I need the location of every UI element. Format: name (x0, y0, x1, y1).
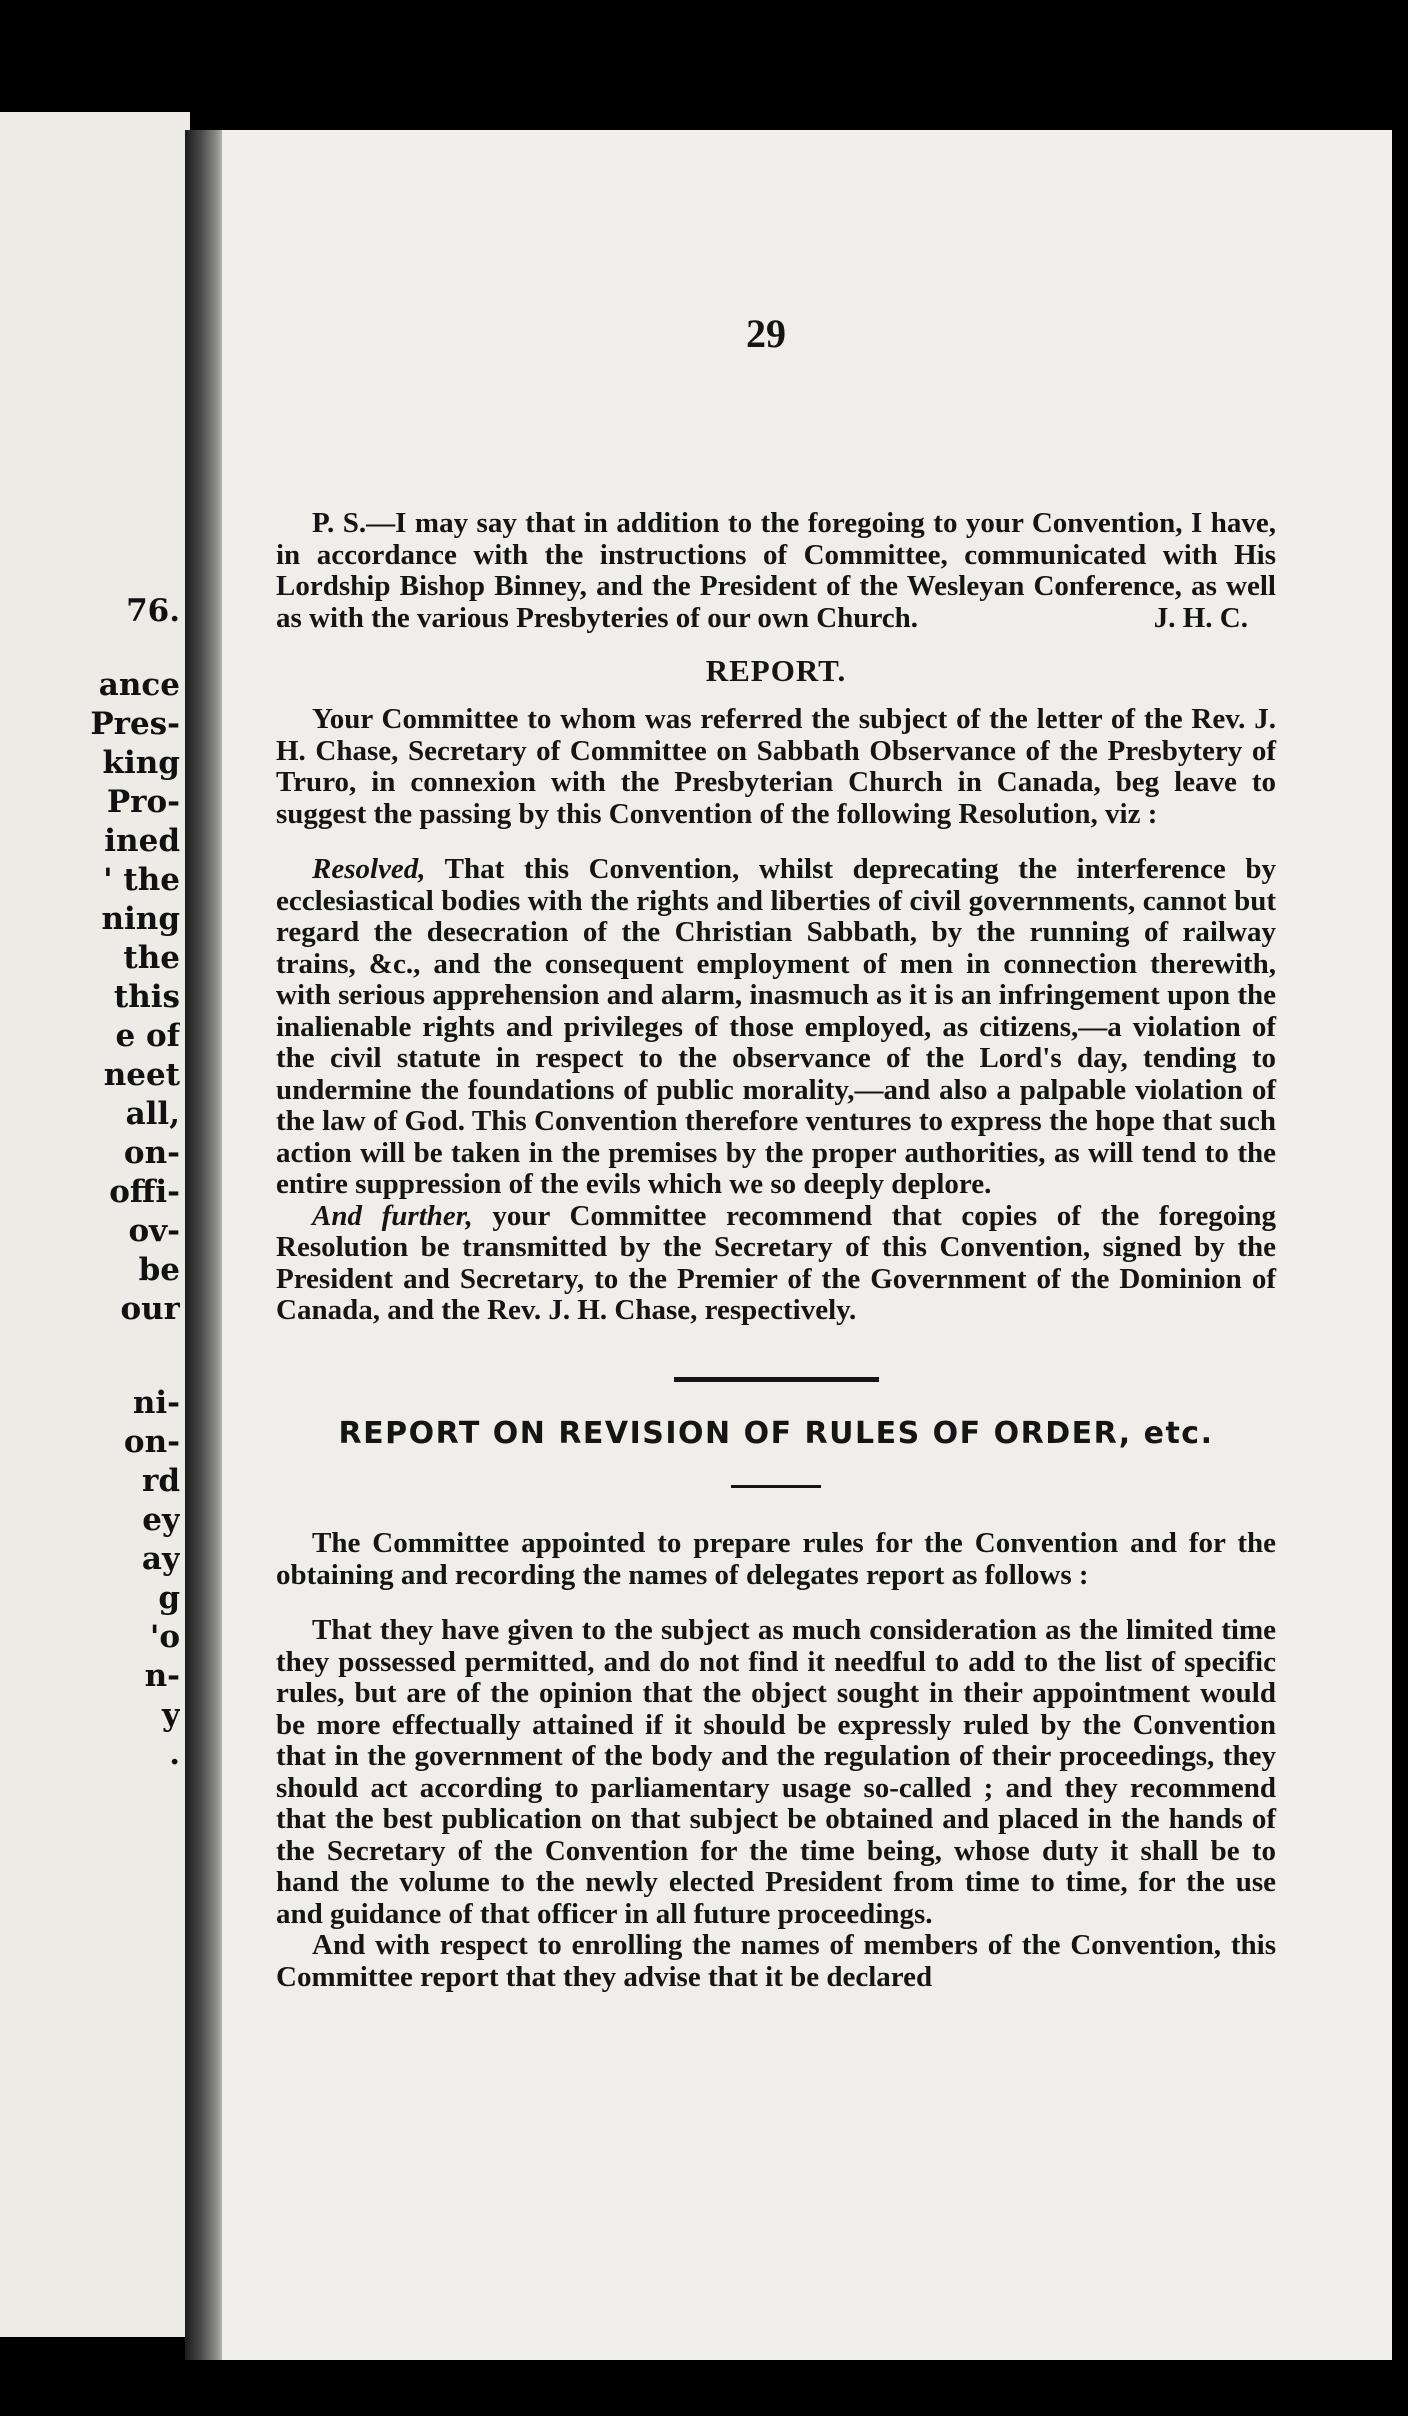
section-divider (674, 1377, 879, 1382)
facing-page-fragment: . (169, 1736, 180, 1772)
facing-page-fragment: 76. (126, 593, 180, 629)
facing-page-text (5, 592, 180, 1774)
facing-page (0, 112, 190, 2337)
facing-page-fragment: the (123, 940, 180, 976)
facing-page-fragment: offi- (109, 1174, 180, 1210)
facing-page-fragment: neet (103, 1057, 180, 1093)
facing-page-fragment: ay (141, 1541, 180, 1577)
resolution-text: That this Convention, whilst deprecating the interference by ecclesiastical bodies with the rights and liberties of civil governments, cannot but regard the desecration of the Christian Sabbath, by the running of railway trains, &c., and the consequent employment of men in connection therewith, with serious apprehension and alarm, inasmuch as it is an infringement upon the inalienable rights and privileges of those employed, as citizens,—a violation of the civil statute in respect to the observance of the Lord's day, tending to undermine the foundations of public morality,—and also a palpable violation of the law of God. This Convention therefore ventures to express the hope that such action will be taken in the premises by the proper authorities, as will tend to the entire suppression of the evils which we so deeply deplore. (276, 853, 1276, 1200)
facing-page-fragment: rd (141, 1463, 180, 1499)
further-text: your Committee recommend that copies of the foregoing Resolution be transmitted by the Secretary of this Convention, signed by the President and Secretary, to the Premier of the Government of the Dominion of Canada, and the Rev. J. H. Chase, respectively. (276, 1199, 1276, 1326)
facing-page-fragment: ning (101, 901, 180, 937)
facing-page-fragment: e of (115, 1018, 180, 1054)
book-gutter (185, 130, 225, 2360)
report-intro-paragraph: Your Committee to whom was referred the subject of the letter of the Rev. J. H. Chase, Secretary of Committee on Sabbath Observance of the Presbytery of Truro, in connexion with the Presbyterian Church in Canada, beg leave to suggest the passing by this Convention of the following Resolution, viz : (276, 703, 1276, 830)
scan-border (0, 2360, 1408, 2416)
further-lead: And further, (312, 1199, 473, 1232)
facing-page-fragment: our (120, 1291, 180, 1327)
facing-page-fragment: be (138, 1252, 180, 1288)
rules-paragraph-3: And with respect to enrolling the names of members of the Convention, this Committee report that they advise that it be declared (276, 1929, 1276, 1993)
page-body (276, 300, 1276, 1993)
facing-page-fragment: ' the (103, 862, 180, 898)
facing-page-fragment: ined (104, 823, 180, 859)
resolved-lead: Resolved, (312, 853, 426, 885)
heading-rule (731, 1485, 821, 1488)
facing-page-fragment: king (102, 745, 180, 781)
facing-page-fragment: ance (98, 667, 180, 703)
facing-page-fragment: n- (144, 1658, 180, 1694)
facing-page-fragment: g (158, 1580, 180, 1616)
facing-page-fragment: Pres- (90, 706, 180, 742)
facing-page-fragment: ov- (128, 1213, 180, 1249)
facing-page-fragment: all, (125, 1096, 180, 1132)
facing-page-fragment: this (113, 979, 180, 1015)
postscript-signature: J. H. C. (1153, 602, 1248, 634)
further-paragraph (276, 1201, 1276, 1327)
facing-page-fragment: ni- (132, 1385, 180, 1421)
facing-page-fragment: on- (123, 1424, 180, 1460)
rules-report-heading: REPORT ON REVISION OF RULES OF ORDER, etc. (338, 1415, 1214, 1451)
facing-page-fragment: 'o (149, 1619, 180, 1655)
facing-page-fragment: Pro- (106, 784, 180, 820)
facing-page-fragment: ey (142, 1502, 180, 1538)
page-number: 29 (746, 311, 786, 356)
postscript-paragraph: P. S.—I may say that in addition to the foregoing to your Convention, I have, in accordance with the instructions of Committee, communicated with His Lordship Bishop Binney, and the President of the Wesleyan Conference, as well as with the various Presbyteries of our own Church. (276, 507, 1276, 634)
rules-paragraph-1: The Committee appointed to prepare rules for the Convention and for the obtaining and recording the names of delegates report as follows : (276, 1527, 1276, 1591)
facing-page-fragment: on- (123, 1135, 180, 1171)
page (222, 130, 1392, 2362)
facing-page-fragment: y (161, 1697, 180, 1733)
rules-paragraph-2: That they have given to the subject as much consideration as the limited time they possessed permitted, and do not find it needful to add to the list of specific rules, but are of the opinion that the object sought in their appointment would be more effectually attained if it should be expressly ruled by the Convention that in the government of the body and the regulation of their proceedings, they should act according to parliamentary usage so-called ; and they recommend that the best publication on that subject be obtained and placed in the hands of the Secretary of the Convention for the time being, whose duty it shall be to hand the volume to the newly elected President from time to time, for the use and guidance of that officer in all future proceedings. (276, 1614, 1276, 1930)
resolution-paragraph (276, 854, 1276, 1201)
report-heading: REPORT. (705, 652, 847, 688)
